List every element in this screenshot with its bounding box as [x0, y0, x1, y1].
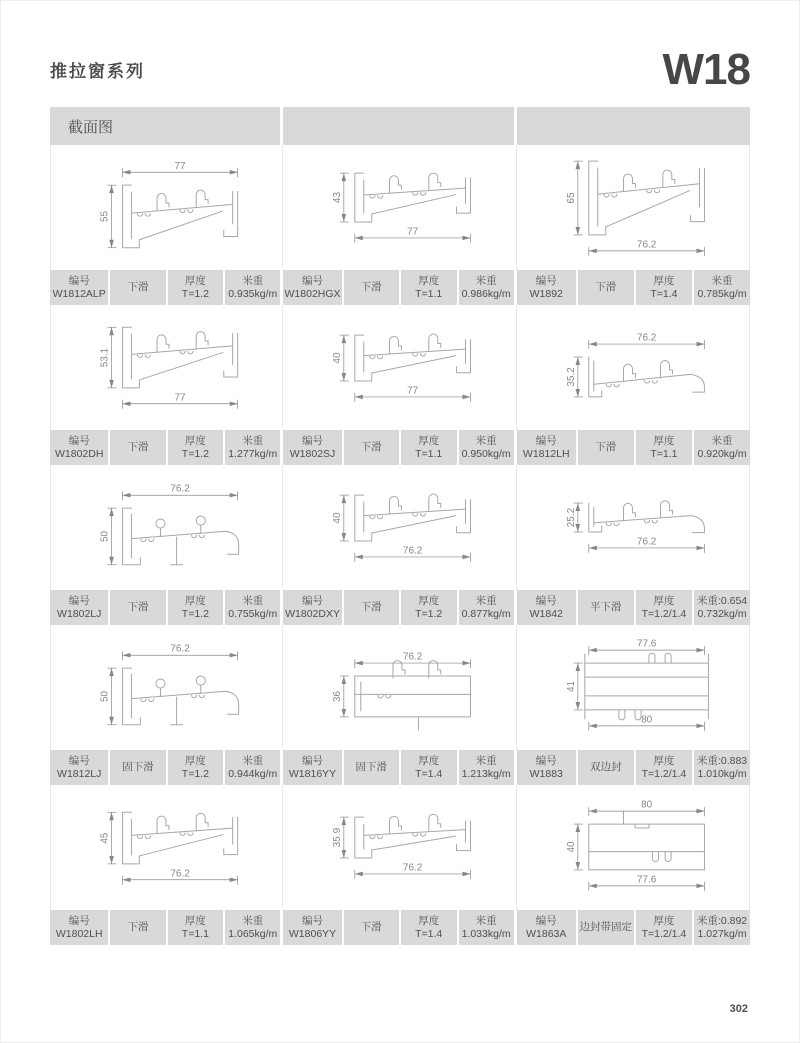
info-weight-value: 0.920kg/m: [697, 447, 747, 460]
profile-cell-W1802HGX: [283, 145, 516, 305]
info-type-label: 下滑: [360, 281, 382, 293]
info-weight-label: 米重:0.883: [696, 754, 748, 767]
svg-text:76.2: 76.2: [636, 536, 656, 548]
svg-text:80: 80: [640, 714, 652, 726]
profile-cell-W1816YY: [283, 625, 516, 785]
info-code-label: 编号: [302, 594, 324, 607]
profile-drawing: [517, 785, 750, 910]
profile-drawing: [283, 785, 516, 910]
info-type-label: 下滑: [595, 441, 617, 453]
info-bar: [283, 430, 513, 465]
info-weight-label: 米重: [475, 754, 497, 767]
profile-cell-W1892: [517, 145, 750, 305]
profile-cell-W1863A: [517, 785, 750, 945]
section-header-cell: 截面图: [50, 107, 280, 145]
info-code-value: W1802HGX: [284, 287, 341, 300]
table-row: [50, 785, 750, 945]
profile-cell-W1802LH: [50, 785, 283, 945]
svg-text:77.6: 77.6: [636, 638, 656, 650]
info-weight: [694, 910, 750, 945]
info-code-label: 编号: [535, 914, 557, 927]
svg-text:35.9: 35.9: [332, 827, 344, 848]
info-bar: [283, 270, 513, 305]
profile-drawing: [50, 305, 283, 430]
info-weight-value: 0.877kg/m: [461, 607, 511, 620]
info-thickness: [401, 910, 457, 945]
profile-cell-W1842: [517, 465, 750, 625]
info-weight-value: 0.785kg/m: [697, 287, 747, 300]
profile-drawing: [517, 465, 750, 590]
svg-text:76.2: 76.2: [636, 239, 656, 251]
series-code: W18: [662, 44, 750, 94]
info-code-label: 编号: [68, 914, 90, 927]
profile-cell-W1802LJ: [50, 465, 283, 625]
info-weight: [225, 590, 280, 625]
info-thickness: [401, 430, 457, 465]
info-type-label: 固下滑: [122, 761, 154, 773]
profile-drawing: [283, 305, 516, 430]
info-code: [283, 270, 341, 305]
info-thickness-value: T=1.1: [415, 287, 443, 300]
info-bar: [283, 910, 513, 945]
profile-drawing: [50, 625, 283, 750]
info-code-label: 编号: [68, 434, 90, 447]
info-code-value: W1883: [529, 767, 563, 780]
profile-drawing: [50, 785, 283, 910]
info-type: [578, 430, 634, 465]
info-code-value: W1816YY: [288, 767, 337, 780]
info-code-label: 编号: [535, 594, 557, 607]
info-weight-label: 米重: [475, 914, 497, 927]
info-thickness: [168, 590, 224, 625]
info-weight-value: 1.277kg/m: [228, 447, 278, 460]
info-weight-value: 1.213kg/m: [461, 767, 511, 780]
info-thickness-label: 厚度: [418, 914, 440, 927]
info-type-label: 平下滑: [590, 601, 622, 613]
info-code-value: W1802DXY: [285, 607, 340, 620]
info-thickness-label: 厚度: [653, 594, 675, 607]
info-type-label: 边封带固定: [579, 921, 633, 933]
info-code-label: 编号: [535, 434, 557, 447]
profile-cell-W1812LH: [517, 305, 750, 465]
info-weight: [225, 750, 280, 785]
info-thickness-value: T=1.2/1.4: [641, 767, 687, 780]
svg-text:40: 40: [565, 841, 577, 853]
info-code-label: 编号: [302, 754, 324, 767]
info-code: [283, 430, 341, 465]
profile-cell-W1806YY: [283, 785, 516, 945]
info-bar: [50, 910, 280, 945]
info-thickness-value: T=1.2: [415, 607, 443, 620]
info-code-label: 编号: [302, 274, 324, 287]
info-type-label: 下滑: [595, 281, 617, 293]
info-thickness: [401, 270, 457, 305]
info-thickness: [636, 270, 692, 305]
info-type-label: 下滑: [360, 441, 382, 453]
profile-drawing: [517, 305, 750, 430]
info-weight-value: 1.033kg/m: [461, 927, 511, 940]
info-code-label: 编号: [302, 914, 324, 927]
info-code: [283, 590, 341, 625]
svg-text:25.2: 25.2: [565, 507, 577, 528]
info-type: [578, 910, 634, 945]
profile-cell-W1802DH: [50, 305, 283, 465]
info-type: [110, 750, 165, 785]
info-weight-label: 米重: [475, 594, 497, 607]
info-thickness-value: T=1.2/1.4: [641, 927, 687, 940]
info-type: [344, 430, 399, 465]
svg-text:77: 77: [407, 385, 419, 397]
info-code: [50, 270, 108, 305]
svg-text:76.2: 76.2: [170, 868, 190, 880]
info-code: [517, 270, 576, 305]
section-table: [50, 107, 750, 945]
info-code-label: 编号: [68, 594, 90, 607]
info-code-label: 编号: [302, 434, 324, 447]
info-bar: [283, 750, 513, 785]
info-thickness-label: 厚度: [653, 274, 675, 287]
info-code-value: W1812LH: [522, 447, 570, 460]
info-weight-label: 米重:0.654: [696, 594, 748, 607]
svg-text:80: 80: [640, 799, 652, 811]
section-header-cell-empty: [283, 107, 513, 145]
info-thickness-value: T=1.2: [181, 607, 209, 620]
svg-text:43: 43: [332, 191, 344, 204]
info-weight: [459, 910, 514, 945]
info-weight-value: 1.010kg/m: [697, 767, 747, 780]
info-code: [50, 910, 108, 945]
info-bar: [517, 270, 750, 305]
info-code: [517, 750, 576, 785]
info-weight-value: 1.065kg/m: [228, 927, 278, 940]
info-code: [517, 430, 576, 465]
info-thickness-label: 厚度: [184, 434, 206, 447]
profile-drawing: [517, 145, 750, 270]
info-thickness: [636, 750, 692, 785]
info-bar: [50, 430, 280, 465]
info-code: [50, 750, 108, 785]
info-code: [517, 910, 576, 945]
profile-cell-W1802DXY: [283, 465, 516, 625]
info-type-label: 下滑: [127, 921, 149, 933]
profile-cell-W1883: [517, 625, 750, 785]
info-weight-label: 米重: [711, 434, 733, 447]
svg-text:36: 36: [332, 690, 344, 703]
info-type-label: 下滑: [127, 601, 149, 613]
info-type-label: 下滑: [127, 441, 149, 453]
info-weight: [459, 590, 514, 625]
info-bar: [517, 750, 750, 785]
info-type-label: 固下滑: [355, 761, 388, 773]
info-thickness-value: T=1.4: [415, 927, 443, 940]
svg-text:76.2: 76.2: [403, 862, 423, 874]
info-weight-label: 米重: [242, 434, 264, 447]
page-header: [50, 38, 750, 94]
table-header-row: [50, 107, 750, 145]
svg-text:77: 77: [174, 392, 186, 404]
info-type: [110, 270, 165, 305]
info-thickness-label: 厚度: [653, 914, 675, 927]
info-weight: [459, 750, 514, 785]
profile-drawing: [50, 465, 283, 590]
info-weight-label: 米重: [475, 434, 497, 447]
info-type-label: 下滑: [360, 921, 382, 933]
info-bar: [517, 590, 750, 625]
info-code-value: W1812ALP: [52, 287, 106, 300]
info-type: [578, 750, 634, 785]
info-thickness: [168, 270, 224, 305]
info-bar: [50, 750, 280, 785]
info-weight-label: 米重: [242, 914, 264, 927]
info-weight-value: 0.986kg/m: [461, 287, 511, 300]
info-thickness: [168, 750, 224, 785]
profile-cell-W1812ALP: [50, 145, 283, 305]
info-weight-value: 1.027kg/m: [697, 927, 747, 940]
profile-drawing: [283, 145, 516, 270]
info-thickness-value: T=1.4: [415, 767, 443, 780]
svg-text:53.1: 53.1: [99, 347, 111, 368]
info-weight-label: 米重: [242, 594, 264, 607]
info-type: [344, 270, 399, 305]
info-code-value: W1806YY: [288, 927, 337, 940]
table-body: [50, 145, 750, 945]
svg-text:50: 50: [99, 530, 111, 542]
svg-text:35.2: 35.2: [565, 367, 577, 387]
info-weight: [694, 750, 750, 785]
info-weight: [459, 430, 514, 465]
info-weight: [694, 590, 750, 625]
page-title: 推拉窗系列: [50, 62, 145, 81]
info-bar: [50, 270, 280, 305]
svg-text:76.2: 76.2: [403, 651, 423, 663]
info-bar: [283, 590, 513, 625]
info-thickness-label: 厚度: [418, 434, 440, 447]
section-header-cell-empty: [517, 107, 750, 145]
info-thickness: [636, 430, 692, 465]
info-code: [50, 430, 108, 465]
info-code: [283, 750, 341, 785]
info-code-label: 编号: [535, 274, 557, 287]
info-code-value: W1812LJ: [57, 767, 102, 780]
info-thickness-value: T=1.1: [650, 447, 678, 460]
info-type: [110, 430, 165, 465]
info-thickness-label: 厚度: [184, 914, 206, 927]
info-weight: [459, 270, 514, 305]
info-code: [50, 590, 108, 625]
info-bar: [517, 430, 750, 465]
info-weight-value: 0.732kg/m: [697, 607, 747, 620]
info-code-value: W1842: [529, 607, 563, 620]
info-code-value: W1802SJ: [289, 447, 336, 460]
info-thickness-value: T=1.1: [181, 927, 209, 940]
info-thickness: [168, 430, 224, 465]
info-thickness: [636, 590, 692, 625]
info-weight-label: 米重:0.892: [696, 914, 748, 927]
profile-cell-W1812LJ: [50, 625, 283, 785]
info-weight: [225, 270, 280, 305]
info-weight: [225, 430, 280, 465]
info-weight-label: 米重: [475, 274, 497, 287]
info-type: [344, 590, 399, 625]
info-type: [344, 910, 399, 945]
info-type: [110, 590, 165, 625]
info-code-value: W1863A: [526, 927, 567, 940]
svg-text:50: 50: [99, 690, 111, 702]
info-thickness-label: 厚度: [653, 434, 675, 447]
info-weight: [694, 430, 750, 465]
info-weight-value: 0.935kg/m: [228, 287, 278, 300]
info-type: [578, 590, 634, 625]
svg-text:77: 77: [174, 160, 186, 172]
table-row: [50, 465, 750, 625]
info-thickness: [168, 910, 224, 945]
info-type: [110, 910, 165, 945]
info-thickness-value: T=1.2: [181, 767, 209, 780]
info-thickness-value: T=1.4: [650, 287, 678, 300]
info-thickness-value: T=1.1: [415, 447, 443, 460]
info-thickness-label: 厚度: [184, 274, 206, 287]
table-row: [50, 625, 750, 785]
info-thickness: [401, 590, 457, 625]
info-weight-value: 0.950kg/m: [461, 447, 511, 460]
info-type: [344, 750, 399, 785]
info-code-value: W1802LH: [55, 927, 103, 940]
svg-text:41: 41: [565, 680, 577, 693]
svg-text:40: 40: [332, 352, 344, 364]
info-code-value: W1802LJ: [57, 607, 102, 620]
info-code-label: 编号: [68, 274, 90, 287]
svg-text:65: 65: [565, 192, 577, 204]
info-thickness-label: 厚度: [184, 594, 206, 607]
table-row: [50, 305, 750, 465]
info-weight-label: 米重: [711, 274, 733, 287]
info-thickness-label: 厚度: [418, 754, 440, 767]
info-weight-value: 0.755kg/m: [228, 607, 278, 620]
info-thickness-label: 厚度: [418, 594, 440, 607]
svg-text:76.2: 76.2: [170, 643, 190, 655]
svg-text:77.6: 77.6: [636, 874, 656, 886]
info-weight: [225, 910, 280, 945]
svg-text:45: 45: [99, 832, 111, 844]
info-code: [517, 590, 576, 625]
svg-text:77: 77: [407, 226, 419, 238]
info-weight-label: 米重: [242, 274, 264, 287]
info-type-label: 下滑: [127, 281, 149, 293]
profile-drawing: [283, 625, 516, 750]
info-type-label: 下滑: [360, 601, 382, 613]
info-bar: [517, 910, 750, 945]
profile-drawing: [283, 465, 516, 590]
info-code-value: W1802DH: [54, 447, 104, 460]
profile-drawing: [517, 625, 750, 750]
info-thickness: [636, 910, 692, 945]
info-weight: [694, 270, 750, 305]
profile-cell-W1802SJ: [283, 305, 516, 465]
info-thickness-label: 厚度: [653, 754, 675, 767]
table-row: [50, 145, 750, 305]
info-thickness-value: T=1.2/1.4: [641, 607, 687, 620]
profile-drawing: [50, 145, 283, 270]
info-code-value: W1892: [529, 287, 563, 300]
info-thickness-label: 厚度: [418, 274, 440, 287]
info-thickness-value: T=1.2: [181, 447, 209, 460]
svg-text:76.2: 76.2: [636, 332, 656, 344]
info-code-label: 编号: [68, 754, 90, 767]
info-code-label: 编号: [535, 754, 557, 767]
page-number: 302: [729, 1003, 748, 1015]
svg-text:40: 40: [332, 512, 344, 524]
svg-text:76.2: 76.2: [403, 545, 423, 557]
info-code: [283, 910, 341, 945]
info-weight-label: 米重: [242, 754, 264, 767]
info-thickness-value: T=1.2: [181, 287, 209, 300]
info-type: [578, 270, 634, 305]
info-bar: [50, 590, 280, 625]
info-type-label: 双边封: [590, 761, 622, 773]
info-thickness-label: 厚度: [184, 754, 206, 767]
svg-text:55: 55: [99, 210, 111, 222]
info-thickness: [401, 750, 457, 785]
info-weight-value: 0.944kg/m: [228, 767, 278, 780]
svg-text:76.2: 76.2: [170, 483, 190, 495]
